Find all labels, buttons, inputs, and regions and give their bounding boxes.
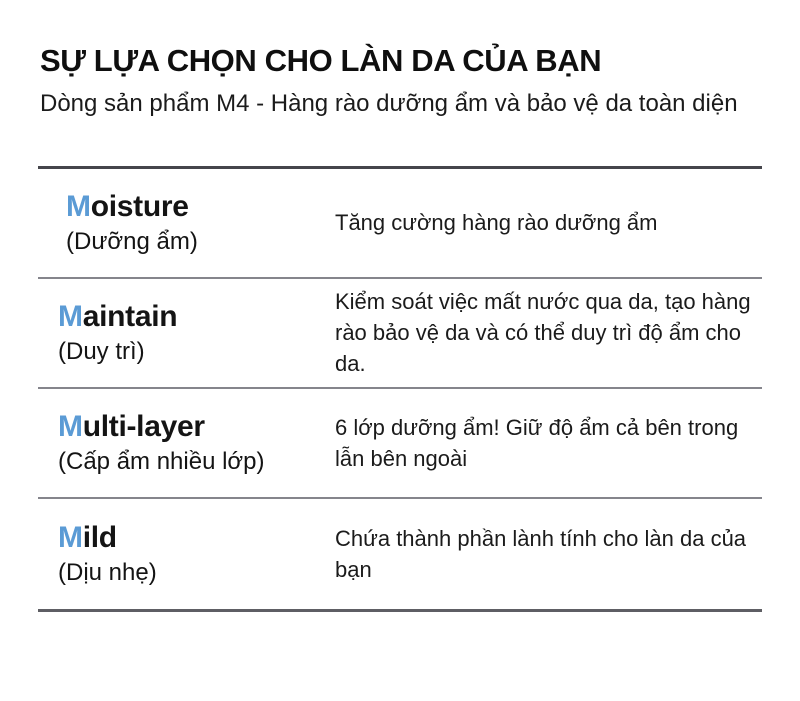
feature-row-moisture: [38, 169, 762, 279]
term-rest: ulti-layer: [82, 410, 205, 444]
term-word: [58, 300, 335, 335]
page-title: SỰ LỰA CHỌN CHO LÀN DA CỦA BẠN: [40, 43, 602, 78]
term-translation: (Dịu nhẹ): [58, 558, 157, 586]
term-initial: M: [66, 190, 91, 224]
term-word: [58, 521, 335, 556]
feature-row-mild: [38, 499, 762, 609]
feature-description: Chứa thành phần lành tính cho làn da của bạn: [335, 525, 747, 582]
feature-row-multi-layer: [38, 389, 762, 499]
term-rest: oisture: [90, 190, 189, 224]
term-translation: (Dưỡng ẩm): [66, 227, 198, 255]
term-rest: aintain: [82, 300, 178, 334]
term-cell: [38, 521, 335, 586]
header: [0, 0, 800, 119]
term-cell: [38, 190, 335, 255]
term-translation: (Cấp ẩm nhiều lớp): [58, 447, 265, 475]
term-word: [58, 410, 335, 445]
term-initial: M: [58, 521, 83, 555]
term-initial: M: [58, 410, 83, 444]
term-translation: (Duy trì): [58, 337, 145, 365]
feature-row-maintain: [38, 279, 762, 389]
term-cell: [38, 410, 335, 475]
term-cell: [38, 300, 335, 365]
term-initial: M: [58, 300, 83, 334]
feature-table: [38, 166, 762, 612]
feature-description: Kiểm soát việc mất nước qua da, tạo hàng rào bảo vệ da và có thể duy trì độ ẩm cho da.: [335, 288, 751, 377]
feature-description: 6 lớp dưỡng ẩm! Giữ độ ẩm cả bên trong lẫn bên ngoài: [335, 414, 739, 471]
term-word: [66, 190, 335, 225]
feature-description: Tăng cường hàng rào dưỡng ẩm: [335, 210, 658, 236]
term-rest: ild: [82, 521, 117, 555]
page-subtitle: Dòng sản phẩm M4 - Hàng rào dưỡng ẩm và bảo vệ da toàn diện: [40, 89, 738, 117]
